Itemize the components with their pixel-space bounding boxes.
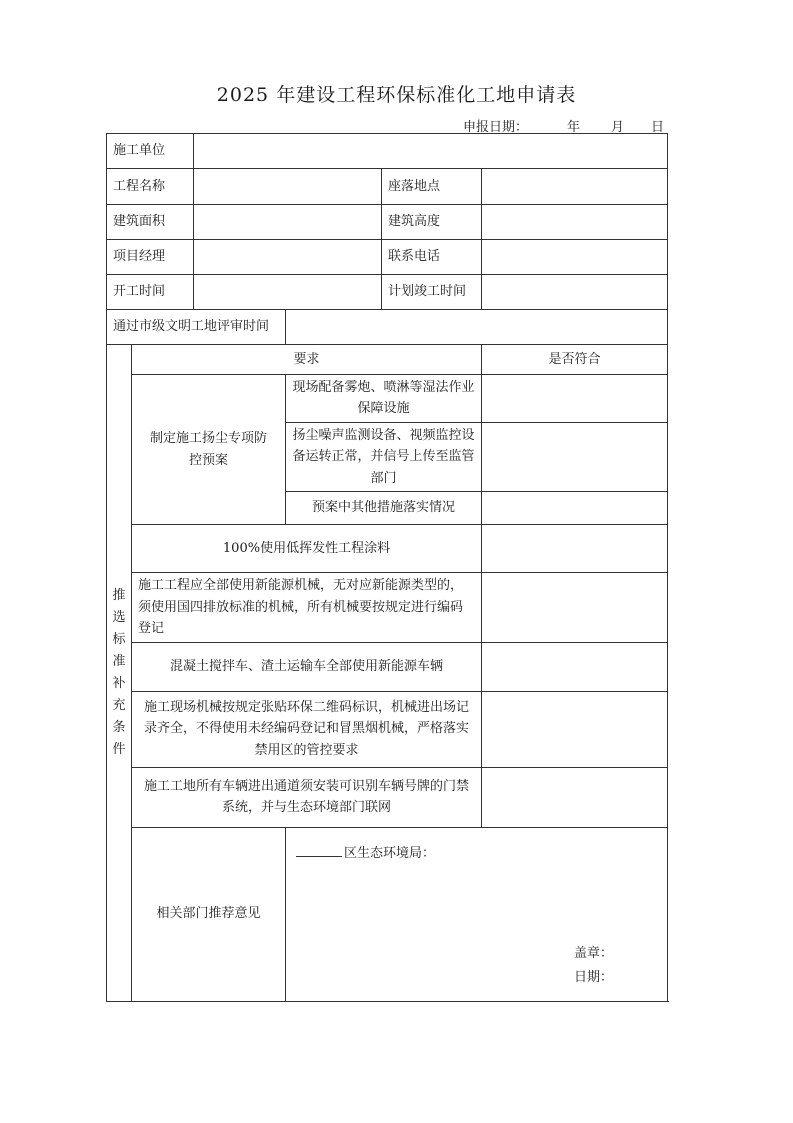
- dust-plan-item: 现场配备雾炮、喷淋等湿法作业保障设施: [286, 375, 482, 423]
- civilized-review-field[interactable]: [286, 310, 668, 345]
- condition-3-compliance[interactable]: [482, 642, 668, 691]
- recommendation-label: 相关部门推荐意见: [132, 827, 286, 1001]
- row-start-time: [107, 275, 668, 310]
- report-date-month: 月: [611, 120, 625, 135]
- row-civilized-review: [107, 310, 668, 345]
- section-label: [107, 345, 132, 1002]
- section-label-char: 条: [112, 719, 126, 735]
- condition-text: 施工工程应全部使用新能源机械，无对应新能源类型的，须使用国四排放标准的机械，所有机械要按规定进行编码登记: [132, 573, 482, 642]
- section-label-char: 充: [112, 697, 126, 713]
- row-headers: [107, 345, 668, 375]
- condition-text: 施工现场机械按规定张贴环保二维码标识，机械进出场记录齐全，不得使用未经编码登记和冒黑烟机械，严格落实禁用区的管控要求: [132, 691, 482, 767]
- row-recommendation: [107, 827, 668, 1001]
- recommendation-field[interactable]: [286, 827, 668, 1001]
- seal-date-label: 日期：: [574, 970, 614, 986]
- row-condition-5: [107, 767, 668, 827]
- page-title: 2025 年建设工程环保标准化工地申请表: [216, 84, 577, 106]
- project-manager-label: 项目经理: [107, 240, 194, 275]
- location-field[interactable]: [482, 169, 668, 205]
- contact-phone-label: 联系电话: [382, 240, 482, 275]
- building-area-field[interactable]: [194, 205, 382, 240]
- bureau-line: [296, 842, 435, 864]
- construction-unit-label: 施工单位: [107, 134, 194, 169]
- condition-text: 施工工地所有车辆进出通道须安装可识别车辆号牌的门禁系统，并与生态环境部门联网: [132, 767, 482, 827]
- section-label-char: 推: [112, 587, 126, 603]
- row-condition-2: [107, 573, 668, 642]
- condition-4-compliance[interactable]: [482, 691, 668, 767]
- dust-plan-item: 扬尘噪声监测设备、视频监控设备运转正常，并信号上传至监管部门: [286, 422, 482, 491]
- condition-1-compliance[interactable]: [482, 525, 668, 573]
- section-label-char: 选: [112, 609, 126, 625]
- row-condition-4: [107, 691, 668, 767]
- condition-5-compliance[interactable]: [482, 767, 668, 827]
- project-manager-field[interactable]: [194, 240, 382, 275]
- project-name-field[interactable]: [194, 169, 382, 205]
- location-label: 座落地点: [382, 169, 482, 205]
- row-condition-1: [107, 525, 668, 573]
- dust-item-1-compliance[interactable]: [482, 375, 668, 423]
- start-time-label: 开工时间: [107, 275, 194, 310]
- report-date-label: 申报日期：: [463, 120, 529, 135]
- planned-completion-label: 计划竣工时间: [382, 275, 482, 310]
- dust-plan-item: 预案中其他措施落实情况: [286, 492, 482, 525]
- report-date-year: 年: [567, 120, 581, 135]
- section-label-char: 件: [112, 741, 126, 757]
- compliance-header: 是否符合: [482, 345, 668, 375]
- section-label-char: 补: [112, 675, 126, 691]
- contact-phone-field[interactable]: [482, 240, 668, 275]
- planned-completion-field[interactable]: [482, 275, 668, 310]
- row-dust-item-1: [107, 375, 668, 423]
- bureau-label: 区生态环境局：: [344, 845, 436, 861]
- construction-unit-field[interactable]: [194, 134, 668, 169]
- condition-2-compliance[interactable]: [482, 573, 668, 642]
- section-label-char: 准: [112, 653, 126, 669]
- dust-item-2-compliance[interactable]: [482, 422, 668, 491]
- building-height-field[interactable]: [482, 205, 668, 240]
- row-building-area: [107, 205, 668, 240]
- application-form: [106, 133, 668, 1002]
- bureau-blank[interactable]: [296, 842, 342, 857]
- condition-text: 100%使用低挥发性工程涂料: [132, 525, 482, 573]
- row-construction-unit: [107, 134, 668, 169]
- seal-label: 盖章：: [574, 946, 614, 962]
- section-label-char: 标: [112, 631, 126, 647]
- report-date-day: 日: [651, 120, 665, 135]
- row-condition-3: [107, 642, 668, 691]
- building-area-label: 建筑面积: [107, 205, 194, 240]
- row-project-manager: [107, 240, 668, 275]
- dust-item-3-compliance[interactable]: [482, 492, 668, 525]
- dust-plan-label: 制定施工扬尘专项防控预案: [132, 375, 286, 525]
- requirement-header: 要求: [132, 345, 482, 375]
- project-name-label: 工程名称: [107, 169, 194, 205]
- condition-text: 混凝土搅拌车、渣土运输车全部使用新能源车辆: [132, 642, 482, 691]
- start-time-field[interactable]: [194, 275, 382, 310]
- civilized-review-label: 通过市级文明工地评审时间: [107, 310, 286, 345]
- row-project-name: [107, 169, 668, 205]
- building-height-label: 建筑高度: [382, 205, 482, 240]
